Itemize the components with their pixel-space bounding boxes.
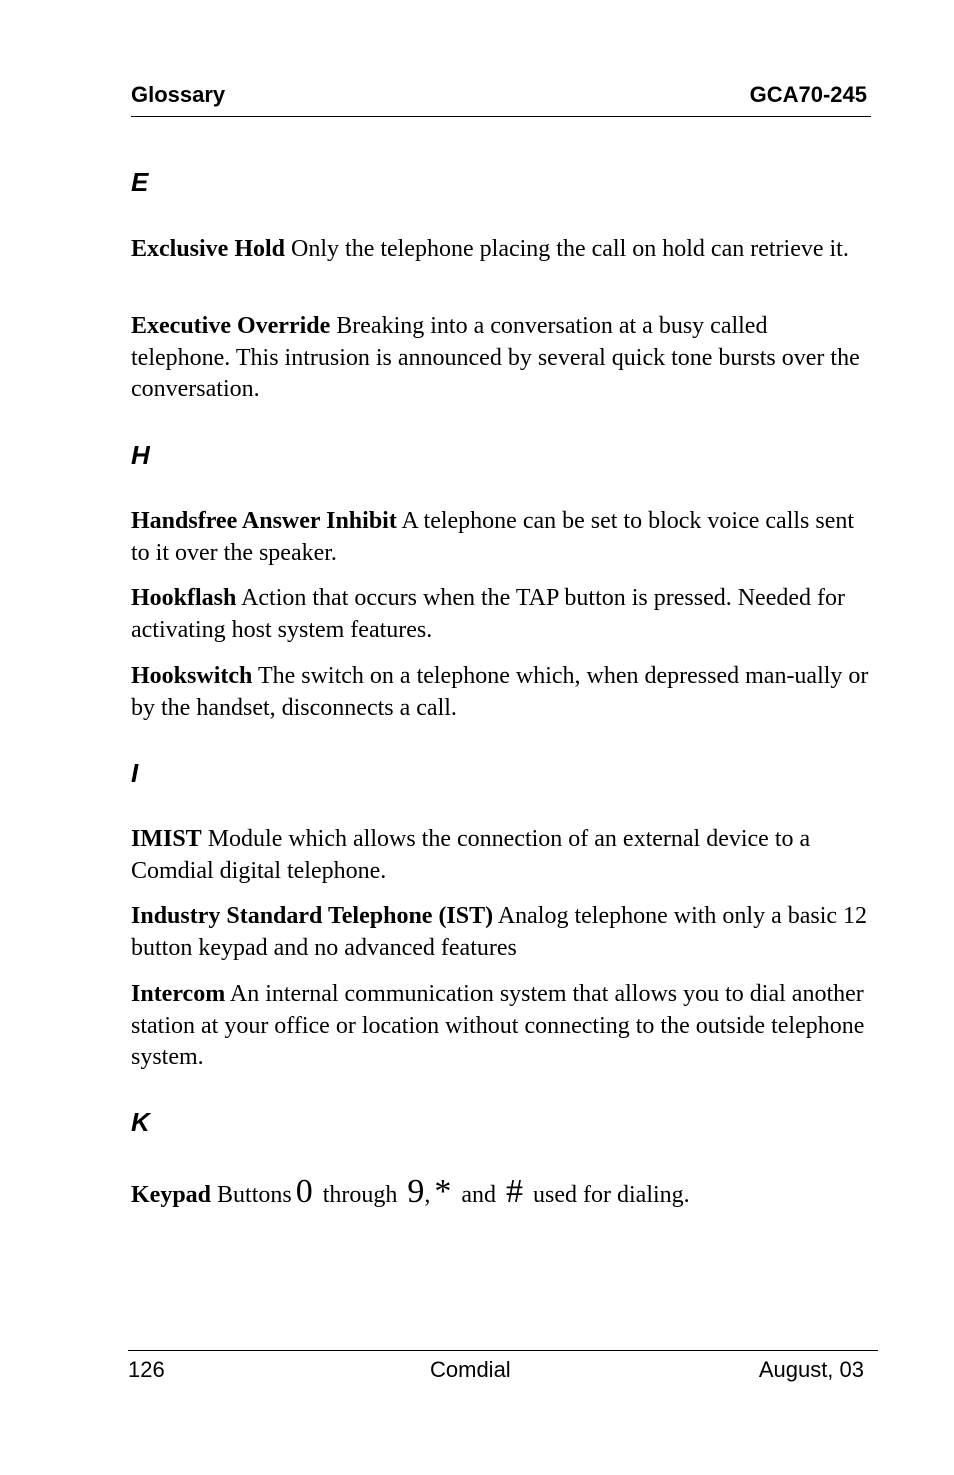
comma-text: , [424,1182,431,1208]
entry-definition: Module which allows the connection of an external device to a Comdial digital telephone. [131,826,811,884]
glossary-entry-hookswitch [131,661,871,724]
entry-term: Industry Standard Telephone (IST) [131,903,494,929]
glossary-entry-handsfree-answer-inhibit [131,506,871,569]
section-letter-i: I [131,758,139,788]
key-zero-glyph: 0 [295,1173,313,1210]
section-letter-h: H [131,440,150,470]
glossary-entry-keypad [131,1172,871,1215]
entry-definition: The switch on a telephone which, when depressed man-ually or by the handset, disconnects a call. [131,663,869,721]
entry-definition: Only the telephone placing the call on hold can retrieve it. [291,236,849,262]
glossary-entry-imist [131,824,871,887]
footer-date: August, 03 [758,1357,864,1382]
entry-definition-and: and [461,1182,497,1208]
entry-term: Handsfree Answer Inhibit [131,508,397,534]
glossary-entry-intercom [131,979,871,1074]
entry-term: Keypad [131,1182,212,1208]
entry-definition: A telephone can be set to block voice calls sent to it over the speaker. [131,508,855,566]
entry-term: Hookswitch [131,663,253,689]
glossary-entry-hookflash [131,583,871,646]
glossary-entry-industry-standard-telephone [131,901,871,964]
page-footer [128,1350,878,1391]
header-document-id: GCA70-245 [749,82,867,107]
key-nine-glyph: 9 [407,1173,425,1210]
entry-definition-buttons: Buttons [217,1182,292,1208]
entry-definition: Action that occurs when the TAP button is pressed. Needed for activating host system features. [131,585,845,643]
entry-definition: An internal communication system that allows you to dial another station at your office or location without connecting to the outside telephone system. [131,981,865,1070]
section-letter-k: K [131,1107,150,1137]
entry-term: Exclusive Hold [131,236,286,262]
section-letter-e: E [131,167,149,197]
entry-term: Hookflash [131,585,237,611]
entry-definition: Breaking into a conversation at a busy called telephone. This intrusion is announced by several quick tone bursts over the conversation. [131,313,860,402]
footer-publisher: Comdial [430,1357,511,1382]
page-number: 126 [128,1357,165,1382]
glossary-entry-executive-override [131,311,871,406]
entry-term: Intercom [131,981,226,1007]
key-star-glyph: * [434,1173,452,1210]
entry-definition: Analog telephone with only a basic 12 button keypad and no advanced features [131,903,868,961]
page-header [131,80,871,117]
header-section-title: Glossary [131,82,226,107]
key-hash-glyph: # [506,1173,524,1210]
entry-term: IMIST [131,826,202,852]
entry-definition-tail: used for dialing. [533,1182,690,1208]
entry-definition-through: through [322,1182,398,1208]
entry-term: Executive Override [131,313,331,339]
glossary-entry-exclusive-hold [131,234,871,266]
